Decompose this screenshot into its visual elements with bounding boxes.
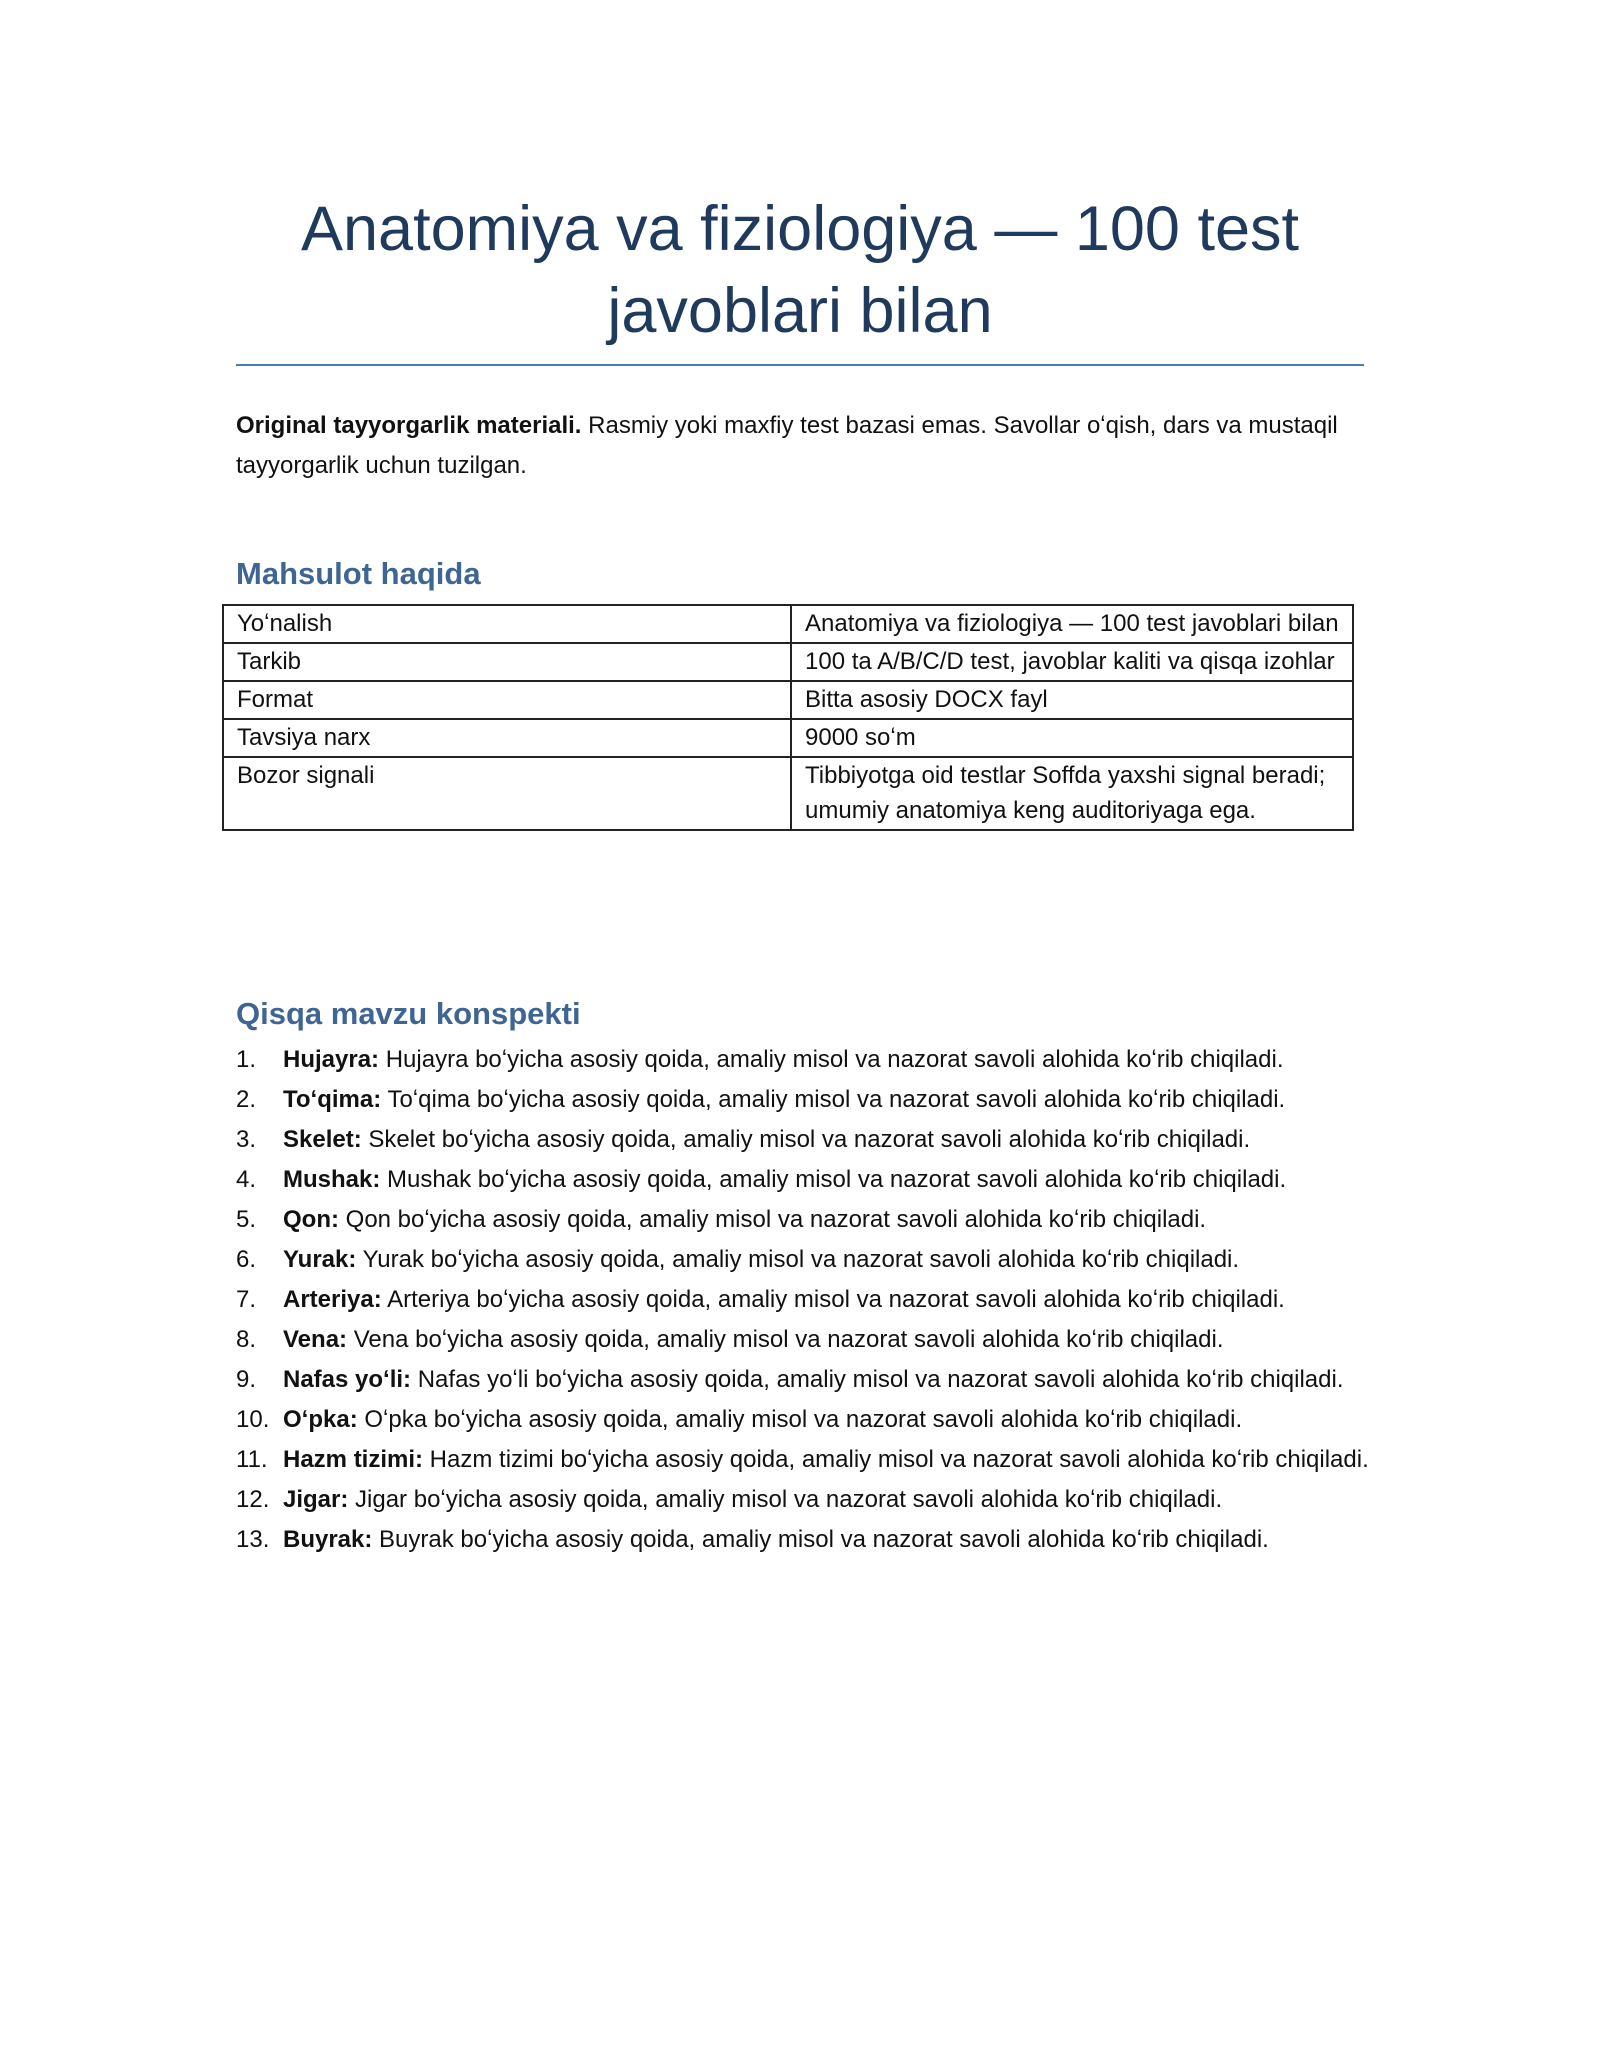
- list-number: 2.: [236, 1086, 257, 1113]
- list-item: [236, 1480, 1386, 1520]
- list-item: [236, 1040, 1386, 1080]
- list-item: [236, 1080, 1386, 1120]
- list-term: Skelet:: [283, 1126, 362, 1153]
- table-row: [223, 681, 1353, 719]
- table-value-cell: Bitta asosiy DOCX fayl: [791, 681, 1353, 719]
- list-item: [236, 1520, 1386, 1560]
- table-key-cell: Yoʻnalish: [223, 605, 791, 643]
- list-term: Yurak:: [283, 1246, 357, 1273]
- list-text: Mushak boʻyicha asosiy qoida, amaliy misol va nazorat savoli alohida koʻrib chiqiladi.: [380, 1166, 1287, 1193]
- table-value-cell: Anatomiya va fiziologiya — 100 test javoblari bilan: [791, 605, 1353, 643]
- list-item: [236, 1200, 1386, 1240]
- about-heading: Mahsulot haqida: [236, 556, 481, 591]
- list-item: [236, 1160, 1386, 1200]
- list-number: 8.: [236, 1326, 257, 1353]
- list-term: Hazm tizimi:: [283, 1446, 424, 1473]
- list-term: Buyrak:: [283, 1526, 373, 1553]
- document-title: Anatomiya va fiziologiya — 100 test javoblari bilan: [300, 194, 1299, 346]
- list-term: Arteriya:: [283, 1286, 382, 1313]
- intro-text: Rasmiy yoki maxfiy test bazasi emas. Savollar oʻqish, dars va mustaqil tayyorgarlik uchun tuzilgan.: [236, 412, 1338, 479]
- list-item: [236, 1240, 1386, 1280]
- list-text: Vena boʻyicha asosiy qoida, amaliy misol va nazorat savoli alohida koʻrib chiqiladi.: [347, 1326, 1224, 1353]
- list-number: 7.: [236, 1286, 257, 1313]
- list-text: Oʻpka boʻyicha asosiy qoida, amaliy misol va nazorat savoli alohida koʻrib chiqiladi.: [357, 1406, 1243, 1433]
- list-item: [236, 1120, 1386, 1160]
- list-term: Oʻpka:: [283, 1406, 358, 1433]
- list-item: [236, 1280, 1386, 1320]
- list-text: Arteriya boʻyicha asosiy qoida, amaliy misol va nazorat savoli alohida koʻrib chiqiladi.: [381, 1286, 1285, 1313]
- list-text: Hujayra boʻyicha asosiy qoida, amaliy misol va nazorat savoli alohida koʻrib chiqiladi.: [379, 1046, 1284, 1073]
- list-text: Jigar boʻyicha asosiy qoida, amaliy misol va nazorat savoli alohida koʻrib chiqiladi.: [348, 1486, 1223, 1513]
- list-number: 9.: [236, 1366, 257, 1393]
- list-text: Toʻqima boʻyicha asosiy qoida, amaliy misol va nazorat savoli alohida koʻrib chiqiladi.: [381, 1086, 1286, 1113]
- table-key-cell: Bozor signali: [223, 757, 791, 830]
- intro-paragraph: [236, 406, 1364, 486]
- list-item: [236, 1440, 1386, 1480]
- table-key-cell: Tavsiya narx: [223, 719, 791, 757]
- table-row: [223, 757, 1353, 830]
- list-number: 6.: [236, 1246, 257, 1273]
- list-number: 1.: [236, 1046, 257, 1073]
- table-value-cell: Tibbiyotga oid testlar Soffda yaxshi signal beradi; umumiy anatomiya keng auditoriyaga ega.: [791, 757, 1353, 830]
- list-term: Mushak:: [283, 1166, 381, 1193]
- product-info-table: [222, 604, 1354, 831]
- list-number: 3.: [236, 1126, 257, 1153]
- list-term: Toʻqima:: [283, 1086, 382, 1113]
- list-number: 4.: [236, 1166, 257, 1193]
- list-number: 11.: [236, 1446, 268, 1473]
- list-number: 10.: [236, 1406, 270, 1433]
- list-text: Yurak boʻyicha asosiy qoida, amaliy misol va nazorat savoli alohida koʻrib chiqiladi.: [356, 1246, 1240, 1273]
- list-item: [236, 1400, 1386, 1440]
- table-row: [223, 605, 1353, 643]
- list-text: Buyrak boʻyicha asosiy qoida, amaliy misol va nazorat savoli alohida koʻrib chiqiladi.: [372, 1526, 1269, 1553]
- list-term: Vena:: [283, 1326, 348, 1353]
- list-term: Jigar:: [283, 1486, 349, 1513]
- list-term: Qon:: [283, 1206, 339, 1233]
- table-value-cell: 100 ta A/B/C/D test, javoblar kaliti va qisqa izohlar: [791, 643, 1353, 681]
- list-text: Hazm tizimi boʻyicha asosiy qoida, amaliy misol va nazorat savoli alohida koʻrib chiqiladi.: [423, 1446, 1369, 1473]
- table-row: [223, 719, 1353, 757]
- list-number: 13.: [236, 1526, 270, 1553]
- list-number: 5.: [236, 1206, 257, 1233]
- table-value-cell: 9000 soʻm: [791, 719, 1353, 757]
- table-key-cell: Format: [223, 681, 791, 719]
- list-term: Nafas yoʻli:: [283, 1366, 412, 1393]
- topic-list: [236, 1040, 1386, 1560]
- table-row: [223, 643, 1353, 681]
- list-item: [236, 1360, 1386, 1400]
- list-item: [236, 1320, 1386, 1360]
- list-text: Qon boʻyicha asosiy qoida, amaliy misol va nazorat savoli alohida koʻrib chiqiladi.: [338, 1206, 1207, 1233]
- list-text: Nafas yoʻli boʻyicha asosiy qoida, amaliy misol va nazorat savoli alohida koʻrib chiqiladi.: [411, 1366, 1344, 1393]
- list-text: Skelet boʻyicha asosiy qoida, amaliy misol va nazorat savoli alohida koʻrib chiqiladi.: [361, 1126, 1251, 1153]
- list-number: 12.: [236, 1486, 270, 1513]
- title-divider: [236, 364, 1364, 366]
- list-term: Hujayra:: [283, 1046, 380, 1073]
- table-key-cell: Tarkib: [223, 643, 791, 681]
- outline-heading: Qisqa mavzu konspekti: [236, 996, 581, 1031]
- intro-bold-lead: Original tayyorgarlik materiali.: [236, 412, 582, 439]
